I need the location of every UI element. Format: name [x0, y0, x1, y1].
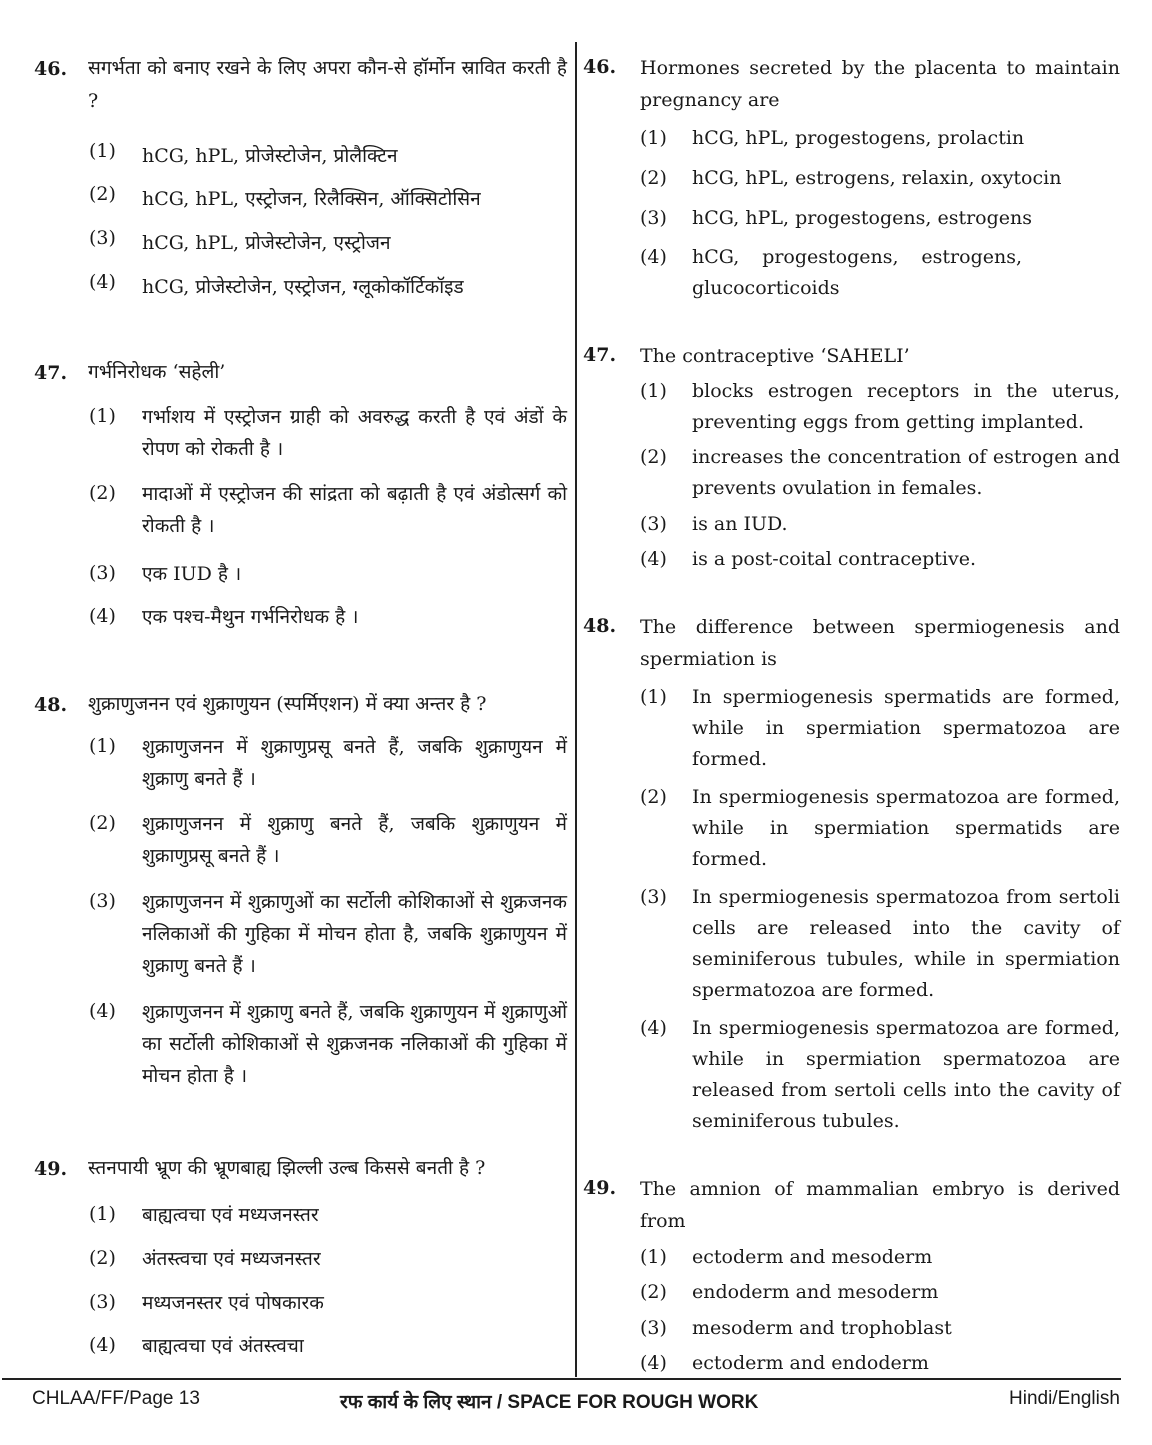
option-text: ectoderm and mesoderm [692, 1246, 933, 1268]
option-number: (3) [640, 1317, 667, 1339]
option-number: (1) [640, 1246, 667, 1268]
option-number: (1) [640, 686, 667, 708]
option-number: (3) [89, 227, 116, 249]
option-number: (1) [89, 405, 116, 427]
question-stem: The difference between spermiogenesis and spermiation is [640, 616, 1120, 670]
option-text: बाह्यत्वचा एवं अंतस्त्वचा [142, 1335, 304, 1357]
question-number: 49. [583, 1177, 617, 1199]
option-number: (3) [640, 207, 667, 229]
option-text: hCG, hPL, progestogens, estrogens [692, 207, 1033, 229]
option-number: (1) [640, 380, 667, 402]
option-text: शुक्राणुजनन में शुक्राणु बनते हैं, जबकि शुक्राणुयन में शुक्राणुओं का सर्टोली कोशिकाओं से शुक्रजनक नलिकाओं की गुहिका में मोचन होता है । [142, 1001, 567, 1087]
option-number: (2) [89, 183, 116, 205]
option-number: (1) [89, 140, 116, 162]
option-number: (2) [640, 1281, 667, 1303]
option-number: (4) [89, 1000, 116, 1022]
option-text: In spermiogenesis spermatozoa are formed, while in spermiation spermatozoa are released from sertoli cells into the cavity of seminiferous tubules. [692, 1017, 1120, 1132]
option-text: एक IUD है । [142, 563, 242, 585]
option-text: endoderm and mesoderm [692, 1281, 939, 1303]
option-text: एक पश्च-मैथुन गर्भनिरोधक है । [142, 606, 359, 628]
option-number: (3) [89, 562, 116, 584]
option-number: (4) [89, 605, 116, 627]
option-text: hCG, hPL, प्रोजेस्टोजेन, प्रोलैक्टिन [142, 145, 398, 167]
option-text: शुक्राणुजनन में शुक्राणुओं का सर्टोली कोशिकाओं से शुक्रजनक नलिकाओं की गुहिका में मोचन होता है, जबकि शुक्राणुयन में शुक्राणु बनते हैं । [142, 891, 567, 977]
option-text: ectoderm and endoderm [692, 1352, 929, 1374]
rough-work-label: रफ कार्य के लिए स्थान / SPACE FOR ROUGH WORK [340, 1392, 759, 1413]
question-stem: Hormones secreted by the placenta to maintain pregnancy are [640, 57, 1120, 111]
option-number: (1) [640, 127, 667, 149]
option-text: शुक्राणुजनन में शुक्राणुप्रसू बनते हैं, जबकि शुक्राणुयन में शुक्राणु बनते हैं । [142, 736, 567, 790]
option-number: (3) [640, 886, 667, 908]
option-number: (2) [89, 812, 116, 834]
option-text: In spermiogenesis spermatozoa from sertoli cells are released into the cavity of seminiferous tubules, while in spermiation spermatozoa are formed. [692, 886, 1120, 1001]
question-stem: सगर्भता को बनाए रखने के लिए अपरा कौन-से हॉर्मोन स्रावित करती है ? [88, 57, 567, 112]
question-number: 47. [583, 344, 617, 366]
option-text: mesoderm and trophoblast [692, 1317, 952, 1339]
option-number: (4) [89, 271, 116, 293]
option-text: अंतस्त्वचा एवं मध्यजनस्तर [142, 1248, 321, 1270]
option-number: (3) [89, 1291, 116, 1313]
option-text: increases the concentration of estrogen and prevents ovulation in females. [692, 446, 1120, 499]
question-stem: गर्भनिरोधक ‘सहेली’ [88, 361, 226, 383]
option-text: hCG, hPL, estrogens, relaxin, oxytocin [692, 167, 1062, 189]
option-number: (2) [89, 1247, 116, 1269]
option-number: (2) [89, 482, 116, 504]
option-text: बाह्यत्वचा एवं मध्यजनस्तर [142, 1204, 319, 1226]
option-number: (3) [89, 890, 116, 912]
question-number: 49. [34, 1158, 68, 1180]
language-label: Hindi/English [1009, 1388, 1120, 1409]
question-number: 48. [583, 615, 617, 637]
option-number: (4) [640, 548, 667, 570]
question-number: 47. [34, 362, 68, 384]
option-number: (4) [640, 1017, 667, 1039]
option-text: hCG, hPL, progestogens, prolactin [692, 127, 1025, 149]
option-text: In spermiogenesis spermatids are formed, while in spermiation spermatozoa are formed. [692, 686, 1120, 770]
option-text: hCG, प्रोजेस्टोजेन, एस्ट्रोजन, ग्लूकोकॉर्टिकॉइड [142, 276, 464, 298]
question-number: 48. [34, 694, 68, 716]
option-number: (4) [640, 246, 667, 268]
question-stem: The contraceptive ‘SAHELI’ [640, 345, 910, 367]
option-number: (1) [89, 735, 116, 757]
option-text: hCG, progestogens, estrogens, glucocorticoids [692, 246, 1022, 299]
option-text: blocks estrogen receptors in the uterus, preventing eggs from getting implanted. [692, 380, 1120, 433]
option-number: (3) [640, 513, 667, 535]
option-number: (1) [89, 1203, 116, 1225]
question-number: 46. [583, 56, 617, 78]
footer-divider [2, 1378, 1121, 1380]
option-text: is an IUD. [692, 513, 788, 535]
option-text: hCG, hPL, प्रोजेस्टोजेन, एस्ट्रोजन [142, 232, 391, 254]
question-stem: शुक्राणुजनन एवं शुक्राणुयन (स्पर्मिएशन) में क्या अन्तर है ? [88, 693, 487, 715]
question-number: 46. [34, 58, 68, 80]
option-number: (2) [640, 167, 667, 189]
option-text: गर्भाशय में एस्ट्रोजन ग्राही को अवरुद्ध करती है एवं अंडों के रोपण को रोकती है । [142, 406, 567, 460]
option-text: शुक्राणुजनन में शुक्राणु बनते हैं, जबकि शुक्राणुयन में शुक्राणुप्रसू बनते हैं । [142, 813, 567, 867]
question-stem: स्तनपायी भ्रूण की भ्रूणबाह्य झिल्ली उल्ब किससे बनती है ? [88, 1157, 486, 1179]
option-text: hCG, hPL, एस्ट्रोजन, रिलैक्सिन, ऑक्सिटोसिन [142, 188, 481, 210]
option-number: (2) [640, 786, 667, 808]
option-text: is a post-coital contraceptive. [692, 548, 977, 570]
page-code: CHLAA/FF/Page 13 [32, 1388, 200, 1409]
option-text: In spermiogenesis spermatozoa are formed, while in spermiation spermatids are formed. [692, 786, 1120, 870]
column-divider [575, 42, 577, 1377]
option-text: मादाओं में एस्ट्रोजन की सांद्रता को बढ़ाती है एवं अंडोत्सर्ग को रोकती है । [142, 483, 567, 537]
option-number: (4) [640, 1352, 667, 1374]
option-number: (4) [89, 1334, 116, 1356]
option-number: (2) [640, 446, 667, 468]
question-stem: The amnion of mammalian embryo is derived from [640, 1178, 1120, 1232]
option-text: मध्यजनस्तर एवं पोषकारक [142, 1292, 324, 1314]
